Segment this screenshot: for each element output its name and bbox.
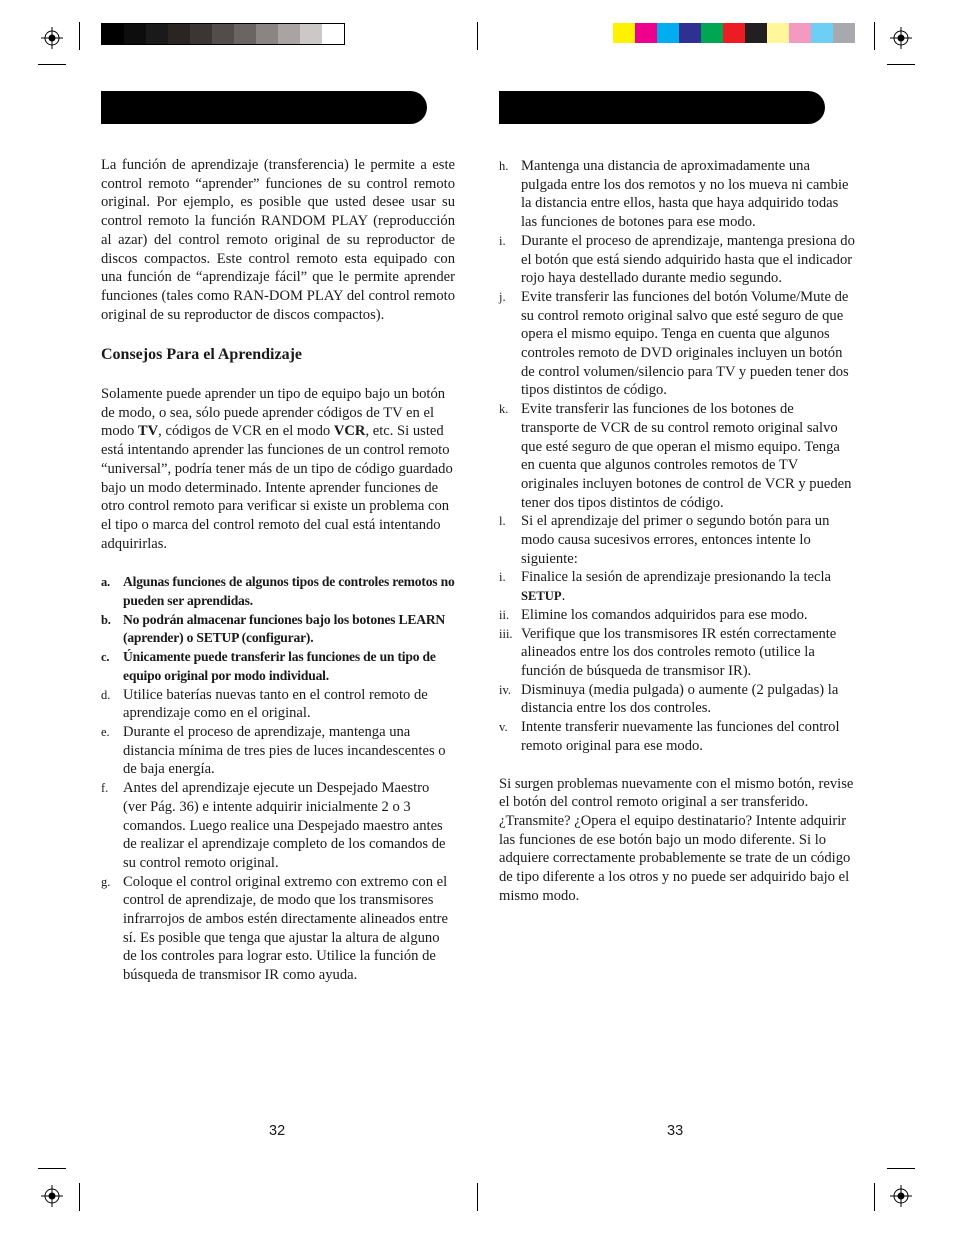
process-color-bar	[613, 23, 855, 43]
registration-mark-icon	[890, 1185, 912, 1207]
list-item: h. Mantenga una distancia de aproximadamente una pulgada entre los dos remotos y no los mueva ni cambie la distancia entre ellos, hasta que haya adquirido todas las funciones de botones para ese modo.	[499, 158, 849, 231]
section-heading: Consejos Para el Aprendizaje	[101, 346, 303, 364]
gray-swatch	[300, 24, 322, 44]
color-swatch	[613, 23, 635, 43]
gray-swatch	[278, 24, 300, 44]
gray-swatch	[256, 24, 278, 44]
sub-list-item: iii. Verifique que los transmisores IR estén correctamente alineados entre los dos controles remoto (utilice la función de búsqueda de transmisor IR).	[499, 625, 837, 679]
left-column	[101, 156, 455, 985]
page-number-right: 33	[667, 1123, 684, 1139]
sub-list-item: iv. Disminuya (media pulgada) o aumente (2 pulgadas) la distancia entre los dos controles.	[499, 681, 839, 717]
color-swatch	[701, 23, 723, 43]
grayscale-color-bar	[101, 23, 345, 45]
sub-list-item: v. Intente transferir nuevamente las funciones del control remoto original para ese modo.	[499, 719, 840, 754]
color-swatch	[789, 23, 811, 43]
list-item: j. Evite transferir las funciones del botón Volume/Mute de su control remoto original salvo que esté seguro de que opera el mismo equipo. Tenga en cuenta que algunos controles remoto de DVD originales incluyen un botón de control volumen/silencio para TV y pueden tener dos tipos distintos de código.	[499, 288, 849, 399]
list-item: l. Si el aprendizaje del primer o segundo botón para un modo causa sucesivos errores, entonces intente lo siguiente:	[499, 513, 830, 567]
gray-swatch	[102, 24, 124, 44]
gray-swatch	[124, 24, 146, 44]
color-swatch	[723, 23, 745, 43]
sub-list-item: ii. Elimine los comandos adquiridos para ese modo.	[499, 606, 808, 623]
list-item: b. No podrán almacenar funciones bajo los botones LEARN (aprender) o SETUP (configurar).	[101, 611, 446, 646]
left-header-bar	[101, 91, 427, 124]
registration-mark-icon	[41, 1185, 63, 1207]
color-swatch	[767, 23, 789, 43]
color-swatch	[745, 23, 767, 43]
tips-list-continued	[499, 157, 855, 756]
list-item: i. Durante el proceso de aprendizaje, mantenga presiona do el botón que está siendo adquirido hasta que el indicador rojo haya destellado durante medio segundo.	[499, 232, 855, 287]
list-item: f. Antes del aprendizaje ejecute un Despejado Maestro (ver Pág. 36) e intente adquirir inicialmente 2 o 3 comandos. Luego realice una Despejado maestro antes de realizar el aprendizaje completo de los comandos de su control remoto original.	[101, 780, 446, 871]
gray-swatch	[322, 24, 344, 44]
registration-mark-icon	[890, 27, 912, 49]
mode-paragraph: Solamente puede aprender un tipo de equipo bajo un botón de modo, o sea, sólo puede aprender códigos de TV en el modo TV, códigos de VCR en el modo VCR, etc. Si usted está intentando aprender las funciones de un control remoto “universal”, podría tener más de un tipo de código guardado bajo un modo determinado. Intente aprender funciones de otro control remoto para verificar si existe un problema con el tipo o marca del control remoto del cual está intentando adquirirlas.	[101, 386, 453, 552]
sub-list-item: i. Finalice la sesión de aprendizaje presionando la tecla SETUP.	[499, 569, 831, 605]
color-swatch	[635, 23, 657, 43]
right-header-bar	[499, 91, 825, 124]
list-item: a. Algunas funciones de algunos tipos de controles remotos no pueden ser aprendidas.	[101, 574, 455, 609]
color-swatch	[679, 23, 701, 43]
closing-paragraph: Si surgen problemas nuevamente con el mismo botón, revise el botón del control remoto original a ser transferido. ¿Transmite? ¿Opera el equipo destinatario? Intente adquirir las funciones de ese botón bajo un modo diferente. Si lo adquiere correctamente probablemente se trate de un código de tipo diferente a los otros y no puede ser adquirido bajo el mismo modo.	[499, 775, 854, 904]
gray-swatch	[234, 24, 256, 44]
right-column	[499, 157, 855, 905]
gray-swatch	[168, 24, 190, 44]
list-item: c. Únicamente puede transferir las funciones de un tipo de equipo original por modo individual.	[101, 649, 436, 683]
gray-swatch	[190, 24, 212, 44]
color-swatch	[833, 23, 855, 43]
list-item: e. Durante el proceso de aprendizaje, mantenga una distancia mínima de tres pies de luces incandescentes o de baja energía.	[101, 723, 446, 778]
gray-swatch	[146, 24, 168, 44]
registration-mark-icon	[41, 27, 63, 49]
list-item: k. Evite transferir las funciones de los botones de transporte de VCR de su control remoto original salvo que esté seguro de que operan el mismo equipo. Tenga en cuenta que algunos controles remotos de TV originales incluyen botones de control de VCR y pueden tener dos tipos distintos de código.	[499, 401, 852, 511]
color-swatch	[811, 23, 833, 43]
tips-list	[101, 573, 455, 984]
intro-paragraph: La función de aprendizaje (transferencia) le permite a este control remoto “aprender” funciones de su control remoto original. Por ejemplo, es posible que usted desee usar su control remoto la función RANDOM PLAY (reproducción al azar) del control remoto original de su reproductor de discos compactos. Este control remoto esta equipado con una función de “aprendizaje fácil” que le permite aprender funciones (tales como RAN-DOM PLAY del control remoto original de su reproductor de discos compactos).	[101, 157, 455, 323]
gray-swatch	[212, 24, 234, 44]
list-item: d. Utilice baterías nuevas tanto en el control remoto de aprendizaje como en el original.	[101, 686, 428, 722]
color-swatch	[657, 23, 679, 43]
page-number-left: 32	[269, 1123, 286, 1139]
list-item: g. Coloque el control original extremo con extremo con el control de aprendizaje, de modo que los transmisores infrarrojos de ambos estén directamente alineados entre sí. Es posible que tenga que ajustar la altura de alguno de los controles para lograr esto. Utilice la función de búsqueda de transmisor IR como ayuda.	[101, 873, 448, 984]
